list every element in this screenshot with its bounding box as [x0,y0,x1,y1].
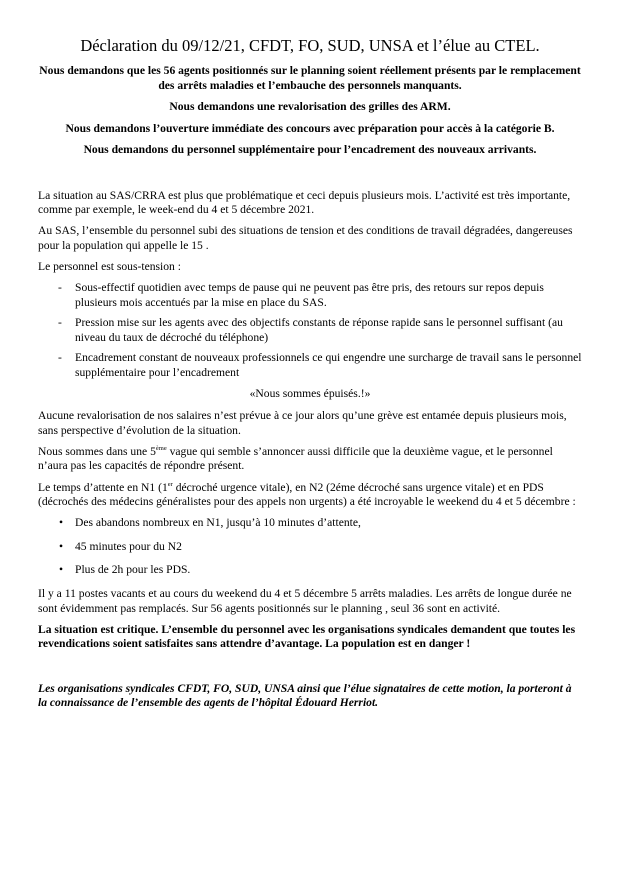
attente-text-end: décroché urgence vitale), en N2 (2éme décroché sans urgence vitale) et en PDS (décrochés des médecins généralistes pour des appels non urgents) a été incroyable le weekend du 4 et 5 décembre : [38,480,576,509]
list-item-text: Plus de 2h pour les PDS. [75,563,191,577]
bullet-marker: • [59,563,64,577]
vague-text-end: vague qui semble s’annoncer aussi difficile que la deuxième vague, et le personnel n’aura pas les capacités de répondre présent. [38,444,553,473]
list-item-text: Pression mise sur les agents avec des objectifs constants de réponse rapide sans le personnel suffisant (au niveau du taux de décroché du téléphone) [75,316,563,344]
paragraph-attente [38,481,582,510]
list-item-text: 45 minutes pour du N2 [75,539,182,553]
ordinal-superscript: er [167,480,173,488]
bullet-marker: • [59,539,64,553]
vague-text-start: Nous sommes dans une 5 [38,444,156,458]
list-item [38,316,582,345]
list-item [38,351,582,380]
dash-marker: - [58,316,62,330]
dash-marker: - [58,351,62,365]
attente-text-start: Le temps d’attente en N1 (1 [38,480,168,494]
demand-concours: Nous demandons l’ouverture immédiate des concours avec préparation pour accès à la catégorie B. [65,121,555,135]
list-item-text: Des abandons nombreux en N1, jusqu’à 10 minutes d’attente, [75,516,361,530]
paragraph-sas: Au SAS, l’ensemble du personnel subi des situations de tension et des conditions de travail dégradées, dangereuses pour la population qui appelle le 15 . [38,224,573,252]
section-spacer [38,165,582,189]
paragraph-vague [38,445,582,474]
paragraph-tension: Le personnel est sous-tension : [38,259,181,273]
demand-revalorisation: Nous demandons une revalorisation des grilles des ARM. [169,100,451,113]
list-item [38,516,582,531]
paragraph-situation: La situation au SAS/CRRA est plus que problématique et ceci depuis plusieurs mois. L’activité est très importante, comme par exemple, le week-end du 4 et 5 décembre 2021. [38,188,571,217]
paragraph-critical: La situation est critique. L’ensemble du personnel avec les organisations syndicales demandent que toutes les revendications soient satisfaites sans attendre d’avantage. La population est en danger ! [38,622,576,651]
list-item-text: Sous-effectif quotidien avec temps de pause qui ne peuvent pas être pris, des retours sur repos depuis plusieurs mois accentués par la mise en place du SAS. [75,280,544,309]
list-item [38,281,582,310]
demand-personnel: Nous demandons du personnel supplémentaire pour l’encadrement des nouveaux arrivants. [83,143,537,156]
bullet-marker: • [59,516,64,530]
ordinal-superscript: ème [155,444,167,452]
paragraph-revalorisation: Aucune revalorisation de nos salaires n’est prévue à ce jour alors qu’une grève est entamée depuis plusieurs mois, sans perspective d’évolution de la situation. [38,409,567,437]
list-item [38,563,582,578]
demand-planning: Nous demandons que les 56 agents positionnés sur le planning soient réellement présents par le remplacement des arrêts maladies et l’embauche des personnels manquants. [39,64,581,92]
paragraph-postes: Il y a 11 postes vacants et au cours du weekend du 4 et 5 décembre 5 arrêts maladies. Les arrêts de longue durée ne sont évidemment pas remplacés. Sur 56 agents positionnés sur le planning , seul 36 sont en activité. [38,586,572,615]
list-item-text: Encadrement constant de nouveaux professionnels ce qui engendre une surcharge de travail sans le personnel supplémentaire pour l’encadrement [75,351,582,379]
quote: «Nous sommes épuisés.!» [249,386,371,400]
list-item [38,540,582,555]
dash-marker: - [58,280,62,294]
tension-list [38,281,582,381]
paragraph-closing: Les organisations syndicales CFDT, FO, SUD, UNSA ainsi que l’élue signataires de cette motion, la porteront à la connaissance de l’ensemble des agents de l’hôpital Édouard Herriot. [38,681,572,710]
wait-time-list [38,516,582,578]
document-title: Déclaration du 09/12/21, CFDT, FO, SUD, UNSA et l’élue au CTEL. [80,36,540,55]
